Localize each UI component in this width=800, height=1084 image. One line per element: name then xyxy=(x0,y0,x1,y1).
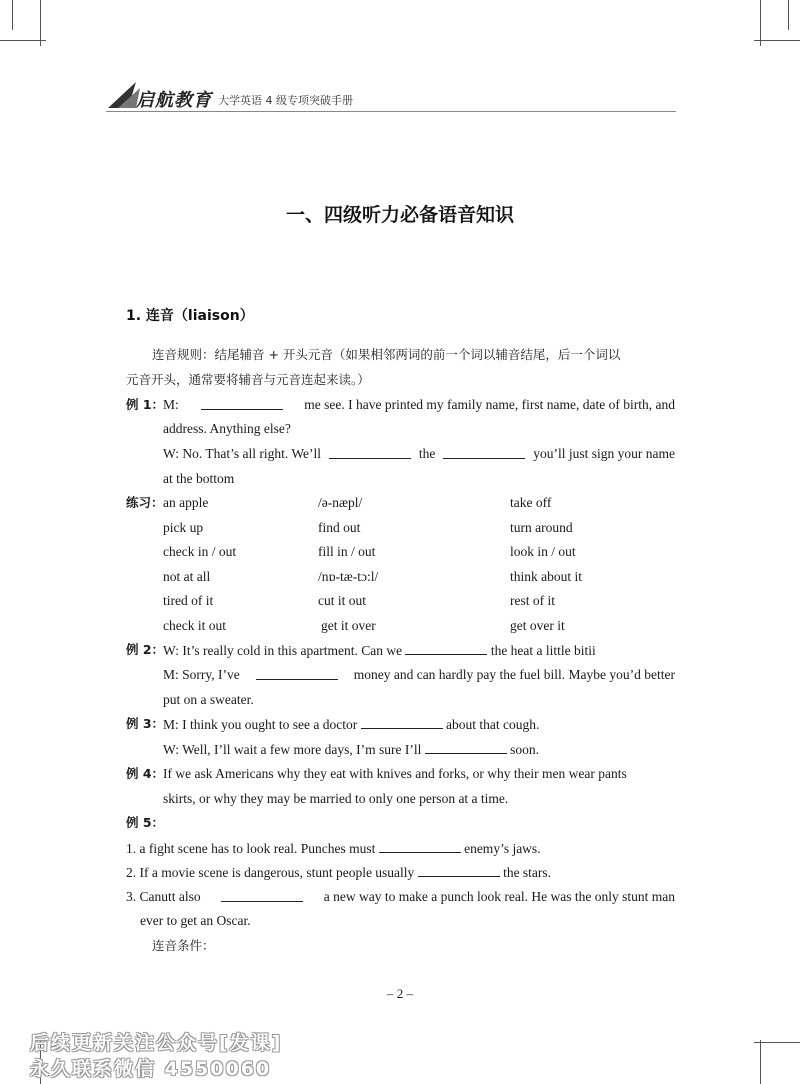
example-text: the heat a little bitii xyxy=(490,643,596,658)
practice-cell: turn around xyxy=(510,520,573,535)
example-5-item-3 xyxy=(126,889,675,905)
answer-blank[interactable] xyxy=(361,716,443,729)
crop-mark xyxy=(754,1042,800,1043)
section-title: 1. 连音（liaison） xyxy=(126,308,254,324)
example-text: the xyxy=(418,446,436,461)
practice-label: 练习： xyxy=(126,495,164,510)
example-text: 1. a fight scene has to look real. Punches must xyxy=(126,841,376,856)
header-subtitle: 大学英语 4 级专项突破手册 xyxy=(218,94,353,107)
example-text: money and can hardly pay the fuel bill. Maybe you’d better xyxy=(353,667,675,682)
rule-line-1: 连音规则：结尾辅音 + 开头元音（如果相邻两词的前一个词以辅音结尾，后一个词以 xyxy=(152,347,621,362)
practice-cell: find out xyxy=(318,520,361,535)
example-text: enemy’s jaws. xyxy=(464,841,541,856)
crop-mark xyxy=(788,0,789,30)
watermark-line-2: 永久联系微信 4550060 xyxy=(30,1058,272,1080)
answer-blank[interactable] xyxy=(221,889,303,902)
rule-line-2: 元音开头，通常要将辅音与元音连起来读。） xyxy=(126,372,370,387)
example-5-item-2 xyxy=(126,864,551,881)
example-text: about that cough. xyxy=(445,717,540,732)
example-2-line-2 xyxy=(163,667,675,683)
example-3-label: 例 3： xyxy=(126,716,165,731)
watermark-line-1: 后续更新关注公众号[发课] xyxy=(30,1032,283,1054)
crop-mark xyxy=(0,40,46,41)
brand-name: 启航教育 xyxy=(136,90,212,111)
example-3-line-2 xyxy=(163,741,539,758)
practice-cell: look in / out xyxy=(510,544,576,559)
example-text: you’ll just sign your name xyxy=(533,446,675,461)
example-1-line-1 xyxy=(163,397,675,413)
answer-blank[interactable] xyxy=(425,741,507,754)
answer-blank[interactable] xyxy=(201,397,283,410)
example-text: W: Well, I’ll wait a few more days, I’m sure I’ll xyxy=(163,742,422,757)
example-2-line-3: put on a sweater. xyxy=(163,692,254,707)
example-text: W: It’s really cold in this apartment. Can we xyxy=(163,643,403,658)
example-text: M: xyxy=(163,397,179,412)
practice-cell: cut it out xyxy=(318,593,366,608)
example-text: the stars. xyxy=(503,865,552,880)
example-text: M: I think you ought to see a doctor xyxy=(163,717,358,732)
answer-blank[interactable] xyxy=(379,840,461,853)
example-4-line-2: skirts, or why they may be married to only one person at a time. xyxy=(163,791,509,806)
practice-cell: get it over xyxy=(321,618,376,633)
page-title: 一、四级听力必备语音知识 xyxy=(285,204,514,226)
example-text: a new way to make a punch look real. He was the only stunt man xyxy=(323,889,675,904)
example-1-line-3 xyxy=(163,446,675,462)
example-4-line-1: If we ask Americans why they eat with knives and forks, or why their men wear pants xyxy=(163,766,627,781)
crop-mark xyxy=(760,1040,761,1084)
practice-cell: /ə-næpl/ xyxy=(318,495,363,510)
example-1-line-2: address. Anything else? xyxy=(163,421,291,436)
crop-mark xyxy=(754,40,800,41)
example-text: W: No. That’s all right. We’ll xyxy=(163,446,322,461)
example-text: soon. xyxy=(510,742,539,757)
practice-cell: fill in / out xyxy=(318,544,376,559)
practice-cell: think about it xyxy=(510,569,582,584)
answer-blank[interactable] xyxy=(418,864,500,877)
example-5-item-1 xyxy=(126,840,541,857)
conditions-label: 连音条件： xyxy=(152,938,215,953)
practice-cell: pick up xyxy=(163,520,204,535)
answer-blank[interactable] xyxy=(329,446,411,459)
crop-mark xyxy=(12,0,13,30)
practice-cell: check it out xyxy=(163,618,226,633)
example-text: M: Sorry, I’ve xyxy=(163,667,240,682)
example-text: me see. I have printed my family name, first name, date of birth, and xyxy=(304,397,675,412)
header-rule xyxy=(106,111,676,112)
page-number: – 2 – xyxy=(387,986,413,1001)
example-5-item-3-cont: ever to get an Oscar. xyxy=(140,913,251,928)
answer-blank[interactable] xyxy=(256,667,338,680)
example-2-line-1 xyxy=(163,642,596,659)
practice-cell: not at all xyxy=(163,569,211,584)
practice-cell: take off xyxy=(510,495,552,510)
practice-cell: /nɒ-tæ-tɔ:l/ xyxy=(318,569,379,584)
answer-blank[interactable] xyxy=(443,446,525,459)
practice-cell: tired of it xyxy=(163,593,214,608)
answer-blank[interactable] xyxy=(405,642,487,655)
example-1-line-4: at the bottom xyxy=(163,471,235,486)
practice-cell: an apple xyxy=(163,495,209,510)
example-text: 2. If a movie scene is dangerous, stunt people usually xyxy=(126,865,415,880)
example-5-label: 例 5： xyxy=(126,815,165,830)
example-1-label: 例 1： xyxy=(126,397,165,412)
practice-cell: check in / out xyxy=(163,544,237,559)
practice-cell: get over it xyxy=(510,618,565,633)
practice-cell: rest of it xyxy=(510,593,555,608)
example-text: 3. Canutt also xyxy=(126,889,201,904)
example-3-line-1 xyxy=(163,716,539,733)
example-2-label: 例 2： xyxy=(126,642,165,657)
example-4-label: 例 4： xyxy=(126,766,165,781)
